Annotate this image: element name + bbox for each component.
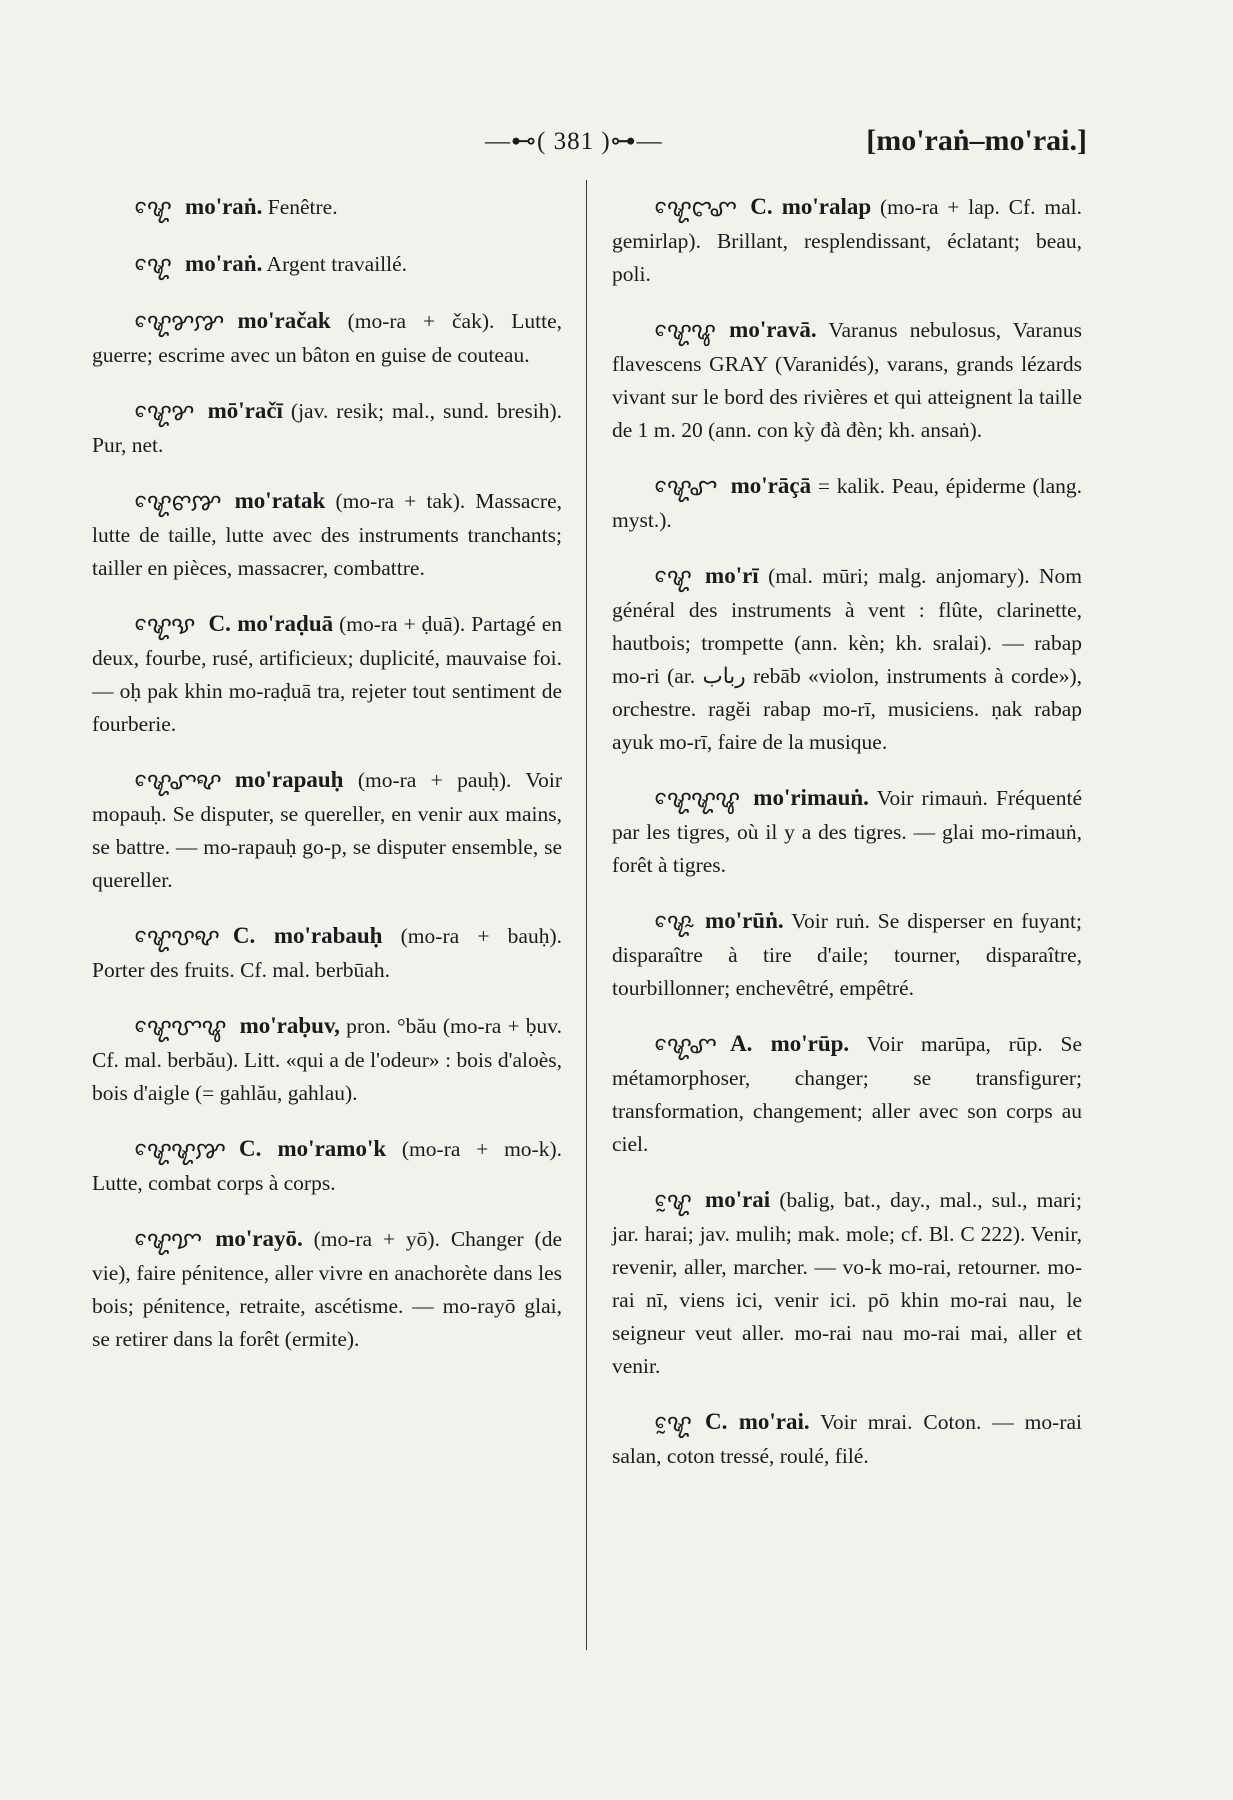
cham-script-glyph: ꨠꨯ — [134, 194, 172, 222]
cham-script-glyph: ꨠꨯꨌ — [134, 398, 194, 426]
headword: A. mo'rūp. — [730, 1031, 850, 1056]
running-head: [mo'raṅ–mo'rai.] — [866, 124, 1087, 157]
headword: mo'rāçā — [730, 473, 812, 498]
cham-script-glyph: ꨠꨯꨧ — [654, 473, 717, 501]
definition: (mo-ra + ḍuā). Partagé en deux, fourbe, rusé, artificieux; duplicité, mauvaise foi. — oḥ pak khin mo-raḍuā tra, rejeter tout sentiment de fourberie. — [92, 612, 562, 736]
dictionary-entry — [612, 469, 1082, 537]
dictionary-entry — [612, 904, 1082, 1005]
dictionary-entry — [92, 394, 562, 462]
dictionary-entry — [612, 559, 1082, 759]
definition: (mo-ra + mo-k). Lutte, combat corps à corps. — [92, 1137, 562, 1195]
headword: mo'rapauḥ — [234, 767, 344, 792]
cham-script-glyph: ꨠꨯꨝꨦ — [134, 923, 219, 951]
dictionary-entry — [612, 1183, 1082, 1383]
cham-script-glyph: ꨠꨯꨢ — [134, 1226, 202, 1254]
headword: mo'rimauṅ. — [753, 785, 869, 810]
headword: C. mo'ralap — [750, 194, 872, 219]
definition: (balig, bat., day., mal., sul., mari; jar. harai; jav. mulih; mak. mole; cf. Bl. C 222). Venir, revenir, aller, marcher. — vo-k mo-rai, retourner. mo-rai nī, viens ici, venir ici. pō khin mo-rai nau, le seigneur veut aller. mo-rai nau mo-rai mai, aller et venir. — [612, 1188, 1082, 1378]
dictionary-entry — [612, 190, 1082, 291]
cham-script-glyph: ꨠꨰ — [654, 1187, 692, 1215]
headword: mo'rai — [705, 1187, 771, 1212]
headword: mo'rī — [705, 563, 759, 588]
cham-script-glyph: ꨠꨯꨚꨦ — [134, 767, 221, 795]
right-column — [612, 190, 1082, 1495]
dictionary-entry — [92, 919, 562, 987]
dictionary-entry — [92, 607, 562, 741]
cham-script-glyph: ꨠꨯꨚ — [654, 1031, 717, 1059]
cham-script-glyph: ꨠꨯꨥ — [654, 317, 716, 345]
dictionary-entry — [92, 247, 562, 282]
dictionary-entry — [92, 484, 562, 585]
definition: (mo-ra + čak). Lutte, guerre; escrime avec un bâton en guise de couteau. — [92, 309, 562, 367]
headword: mo'raṅ. — [185, 251, 263, 276]
definition: Voir marūpa, rūp. Se métamorphoser, changer; se transfigurer; transformation, changement; aller avec son corps au ciel. — [612, 1032, 1082, 1156]
cham-script-glyph: ꨠꨯꨭ — [654, 908, 692, 936]
definition: Voir rimauṅ. Fréquenté par les tigres, où il y a des tigres. — glai mo-rimauṅ, forêt à tigres. — [612, 786, 1082, 877]
cham-script-glyph: ꨠꨯꨠꨇ — [134, 1136, 226, 1164]
headword: C. mo'raḍuā — [208, 611, 334, 636]
definition: = kalik. Peau, épiderme (lang. myst.). — [612, 474, 1082, 532]
definition: pron. °bău (mo-ra + ḅuv. Cf. mal. berbău). Litt. «qui a de l'odeur» : bois d'aloès, bois d'aigle (= gahlău, gahlau). — [92, 1014, 562, 1105]
definition: Voir ruṅ. Se disperser en fuyant; disparaître à tire d'aile; tourner, disparaître, tourbillonner; enchevêtré, empêtré. — [612, 909, 1082, 1000]
headword: mo'ratak — [234, 488, 326, 513]
headword: mo'raṅ. — [185, 194, 263, 219]
definition: Varanus nebulosus, Varanus flavescens GRAY (Varanidés), varans, grands lézards vivant sur le bord des rivières et qui atteignent la taille de 1 m. 20 (ann. con kỳ đà đèn; kh. ansaṅ). — [612, 318, 1082, 442]
dictionary-entry — [92, 1222, 562, 1356]
page-number: —⊷( 381 )⊶— — [485, 128, 663, 155]
headword: C. mo'rai. — [705, 1409, 810, 1434]
definition: (mo-ra + pauḥ). Voir mopauḥ. Se disputer, se quereller, en venir aux mains, se battre. — mo-rapauḥ go-p, se disputer ensemble, se quereller. — [92, 768, 562, 892]
cham-script-glyph: ꨠꨯ — [654, 563, 692, 591]
headword: C. mo'rabauḥ — [232, 923, 383, 948]
definition: Argent travaillé. — [262, 252, 408, 276]
left-column — [92, 190, 562, 1378]
dictionary-entry — [612, 313, 1082, 447]
definition: Voir mrai. Coton. — mo-rai salan, coton tressé, roulé, filé. — [612, 1410, 1082, 1468]
dictionary-entry — [612, 1027, 1082, 1161]
dictionary-entry — [92, 304, 562, 372]
cham-script-glyph: ꨠꨯꨞꨥ — [134, 1013, 226, 1041]
headword: C. mo'ramo'k — [239, 1136, 387, 1161]
dictionary-entry — [92, 763, 562, 897]
headword: mō'račī — [207, 398, 283, 423]
cham-script-glyph: ꨠꨯ — [134, 251, 172, 279]
definition: (jav. resik; mal., sund. bresih). Pur, net. — [92, 399, 562, 457]
dictionary-entry — [92, 190, 562, 225]
dictionary-entry — [612, 781, 1082, 882]
headword: mo'račak — [237, 308, 331, 333]
cham-script-glyph: ꨠꨯꨕ — [134, 611, 195, 639]
headword: mo'rūṅ. — [705, 908, 784, 933]
column-divider — [586, 180, 587, 1650]
page-header — [0, 122, 1233, 162]
headword: mo'raḅuv, — [239, 1013, 340, 1038]
headword: mo'ravā. — [729, 317, 817, 342]
cham-script-glyph: ꨠꨯꨓꨇ — [134, 488, 221, 516]
definition: (mo-ra + tak). Massacre, lutte de taille, lutte avec des instruments tranchants; tailler en pièces, massacrer, combattre. — [92, 489, 562, 580]
definition: Fenêtre. — [262, 195, 338, 219]
definition: (mo-ra + yō). Changer (de vie), faire pénitence, aller vivre en anachorète dans les bois; pénitence, retraite, ascétisme. — mo-rayō glai, se retirer dans la forêt (ermite). — [92, 1227, 562, 1351]
dictionary-entry — [92, 1132, 562, 1200]
definition: (mo-ra + bauḥ). Porter des fruits. Cf. mal. berbūah. — [92, 924, 562, 982]
definition: (mo-ra + lap. Cf. mal. gemirlap). Brillant, resplendissant, éclatant; beau, poli. — [612, 195, 1082, 286]
cham-script-glyph: ꨠꨯꨤꨚ — [654, 194, 737, 222]
dictionary-entry — [612, 1405, 1082, 1473]
cham-script-glyph: ꨠꨯꨌꨇ — [134, 308, 224, 336]
definition: (mal. mūri; malg. anjomary). Nom général des instruments à vent : flûte, clarinette, hautbois; trompette (ann. kèn; kh. sralai). — rabap mo-ri (ar. رباب rebāb «violon, instruments à corde»), orchestre. ragĕi rabap mo-rī, musiciens. ṇak rabap ayuk mo-rī, faire de la musique. — [612, 564, 1082, 754]
cham-script-glyph: ꨠꨯꨠꨥ — [654, 785, 740, 813]
cham-script-glyph: ꨠꨰ — [654, 1409, 692, 1437]
dictionary-entry — [92, 1009, 562, 1110]
headword: mo'rayō. — [215, 1226, 303, 1251]
